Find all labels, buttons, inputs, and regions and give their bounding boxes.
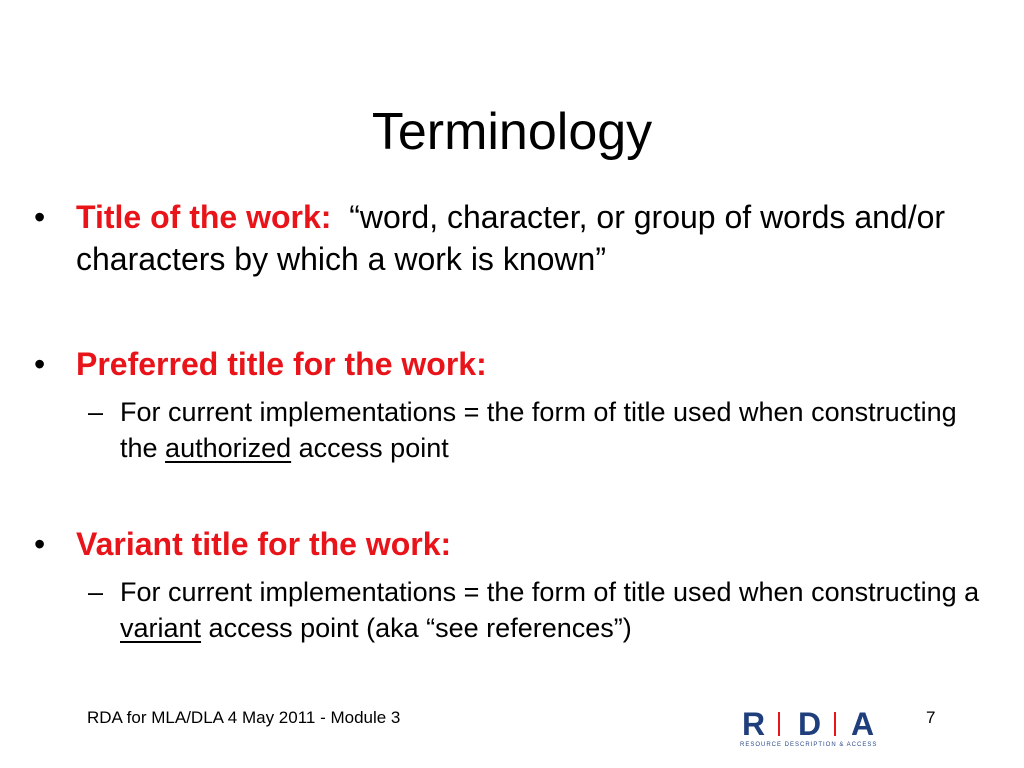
- sub-bullet-marker: –: [88, 397, 104, 427]
- logo-letter-r: R: [742, 706, 766, 740]
- bullet-text: [76, 523, 1006, 565]
- term-definition: “word, character, or group of words and/or characters by which a work is known”: [76, 199, 946, 277]
- logo-tagline: RESOURCE DESCRIPTION & ACCESS: [740, 742, 878, 748]
- sub-text-before: For current implementations = the form of title used when constructing a: [120, 577, 980, 607]
- sub-bullet-marker: –: [88, 577, 104, 607]
- term-label: Variant title for the work:: [76, 526, 452, 562]
- logo-divider: [778, 712, 780, 736]
- footer-text: RDA for MLA/DLA 4 May 2011 - Module 3: [87, 708, 401, 727]
- page-number: 7: [926, 708, 936, 727]
- term-label: Preferred title for the work:: [76, 346, 487, 382]
- rda-logo-mark: [740, 706, 890, 740]
- slide-title: Terminology: [371, 103, 653, 161]
- logo-letter-d: D: [798, 706, 822, 740]
- sub-text-after: access point (aka “see references”): [201, 613, 632, 643]
- bullet-text: [76, 196, 1006, 280]
- bullet-marker: •: [34, 526, 46, 562]
- underlined-word: variant: [120, 613, 202, 643]
- sub-text-after: access point: [291, 433, 449, 463]
- sub-text-before: For current implementations = the form of title used when constructing the: [120, 397, 957, 463]
- bullet-marker: •: [34, 199, 46, 235]
- rda-logo: [740, 706, 890, 752]
- logo-letter-a: A: [851, 706, 875, 740]
- bullet-marker: •: [34, 346, 46, 382]
- term-label: Title of the work:: [76, 199, 332, 235]
- sub-bullet-text: [120, 574, 1000, 646]
- sub-bullet-text: [120, 394, 1000, 466]
- bullet-text: [76, 343, 1006, 385]
- logo-divider: [834, 712, 836, 736]
- underlined-word: authorized: [165, 433, 292, 463]
